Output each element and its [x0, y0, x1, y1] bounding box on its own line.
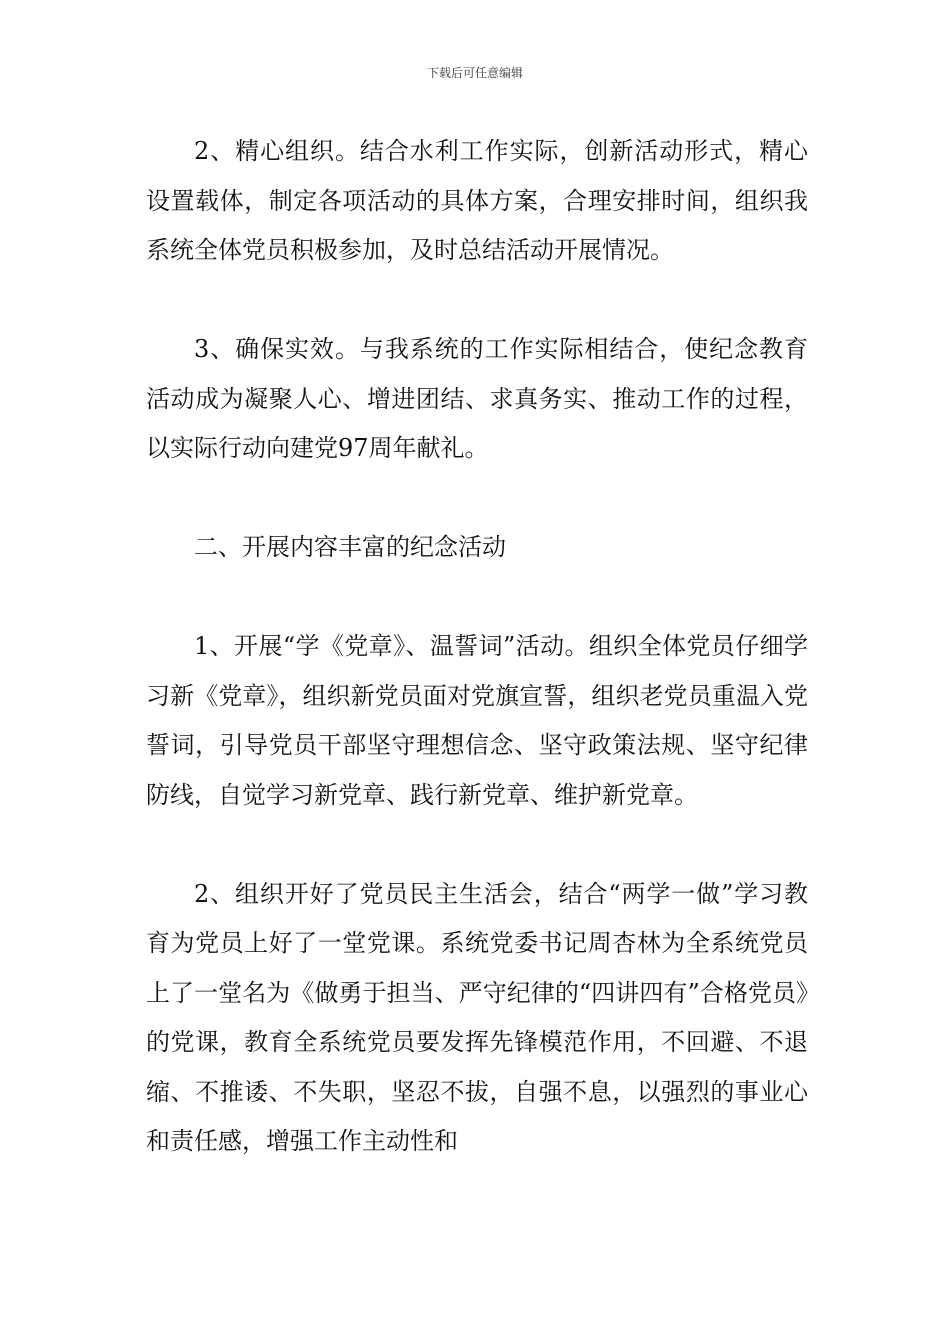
section-heading-activities: 二、开展内容丰富的纪念活动 — [194, 533, 506, 561]
document-body — [146, 127, 808, 1167]
paragraph-party-constitution-study: 1、开展“学《党章》、温誓词”活动。组织全体党员仔细学习新《党章》，组织新党员面对党旗宣誓，组织老党员重温入党誓词，引导党员干部坚守理想信念、坚守政策法规、坚守纪律防线，自觉学习新党章、践行新党章、维护新党章。 — [146, 632, 808, 809]
paragraph-democratic-life-meeting: 2、组织开好了党员民主生活会，结合“两学一做”学习教育为党员上好了一堂党课。系统党委书记周杏林为全系统党员上了一堂名为《做勇于担当、严守纪律的“四讲四有”合格党员》的党课，教育全系统党员要发挥先锋模范作用，不回避、不退缩、不推诿、不失职，坚忍不拔，自强不息，以强烈的事业心和责任感，增强工作主动性和 — [146, 879, 808, 1155]
page-header-note: 下载后可任意编辑 — [426, 66, 523, 80]
paragraph-ensure-effectiveness: 3、确保实效。与我系统的工作实际相结合，使纪念教育活动成为凝聚人心、增进团结、求真务实、推动工作的过程，以实际行动向建党97周年献礼。 — [146, 335, 808, 462]
paragraph-careful-organization: 2、精心组织。结合水利工作实际，创新活动形式，精心设置载体，制定各项活动的具体方案，合理安排时间，组织我系统全体党员积极参加，及时总结活动开展情况。 — [146, 137, 808, 264]
